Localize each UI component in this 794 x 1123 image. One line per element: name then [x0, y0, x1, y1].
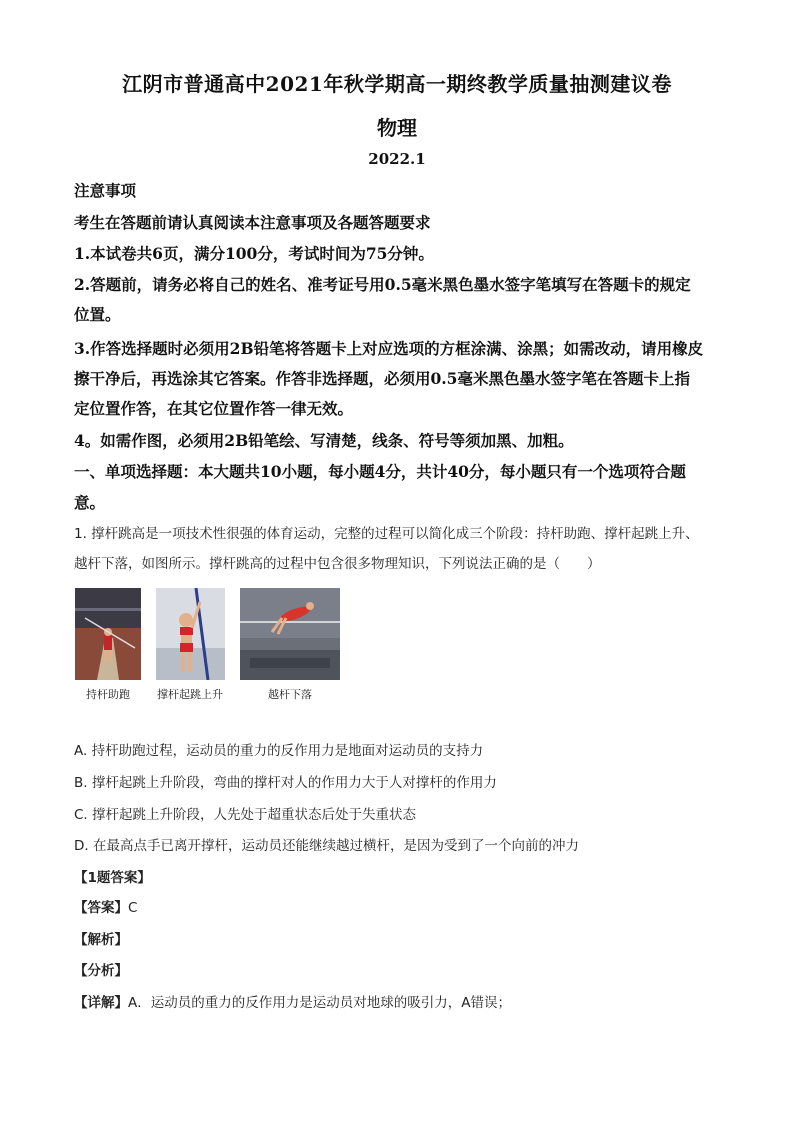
exam-date: 2022.1 [368, 150, 426, 168]
question-1-stem-line2: 越杆下落，如图所示。撑杆跳高的过程中包含很多物理知识，下列说法正确的是（ ） [74, 556, 601, 572]
option-b: B. 撑杆起跳上升阶段，弯曲的撑杆对人的作用力大于人对撑杆的作用力 [74, 775, 497, 791]
notice-item-4: 4。如需作图，必须用2B铅笔绘、写清楚，线条、符号等须加黑、加粗。 [74, 431, 574, 450]
section-heading: 一、单项选择题：本大题共10小题，每小题4分，共计40分，每小题只有一个选项符合题 [74, 462, 686, 481]
answer-tag: 【1题答案】 [74, 870, 151, 886]
section-heading-cont: 意。 [74, 493, 106, 512]
option-c: C. 撑杆起跳上升阶段，人先处于超重状态后处于失重状态 [74, 807, 417, 823]
notice-item-2-cont: 位置。 [74, 305, 121, 324]
question-1-stem-line1: 1. 撑杆跳高是一项技术性很强的体育运动，完整的过程可以简化成三个阶段：持杆助跑、撑杆起跳上升、 [74, 526, 699, 542]
exam-title: 江阴市普通高中2021年秋学期高一期终教学质量抽测建议卷 [122, 72, 672, 96]
caption-bar-clearance: 越杆下落 [268, 688, 312, 701]
notice-item-3-cont2: 定位置作答，在其它位置作答一律无效。 [74, 399, 354, 418]
answer-value: C [128, 900, 138, 916]
notice-item-2: 2.答题前，请务必将自己的姓名、准考证号用0.5毫米黑色墨水签字笔填写在答题卡的规定 [74, 275, 691, 294]
detail-line: 【详解】A．运动员的重力的反作用力是运动员对地球的吸引力，A错误； [74, 995, 511, 1011]
option-d: D. 在最高点手已离开撑杆，运动员还能继续越过横杆，是因为受到了一个向前的冲力 [74, 838, 579, 854]
notice-item-1: 1.本试卷共6页，满分100分，考试时间为75分钟。 [74, 244, 434, 263]
notice-intro: 考生在答题前请认真阅读本注意事项及各题答题要求 [74, 213, 431, 232]
detail-text: A．运动员的重力的反作用力是运动员对地球的吸引力，A错误； [128, 995, 511, 1011]
notice-item-3-cont1: 擦干净后，再选涂其它答案。作答非选择题，必须用0.5毫米黑色墨水签字笔在答题卡上指 [74, 369, 690, 388]
photo-pole-takeoff [156, 588, 225, 680]
photo-pole-run [75, 588, 141, 680]
caption-pole-takeoff: 撑杆起跳上升 [157, 688, 223, 701]
photo-bar-clearance [240, 588, 340, 680]
caption-pole-run: 持杆助跑 [86, 688, 130, 701]
answer-line: 【答案】C [74, 900, 138, 916]
notice-item-3: 3.作答选择题时必须用2B铅笔将答题卡上对应选项的方框涂满、涂黑；如需改动，请用橡皮 [74, 339, 704, 358]
option-a: A. 持杆助跑过程，运动员的重力的反作用力是地面对运动员的支持力 [74, 743, 484, 759]
fenxi-label: 【分析】 [74, 963, 128, 979]
notice-heading: 注意事项 [74, 181, 137, 200]
analysis-label: 【解析】 [74, 932, 128, 948]
exam-subject: 物理 [377, 116, 417, 140]
